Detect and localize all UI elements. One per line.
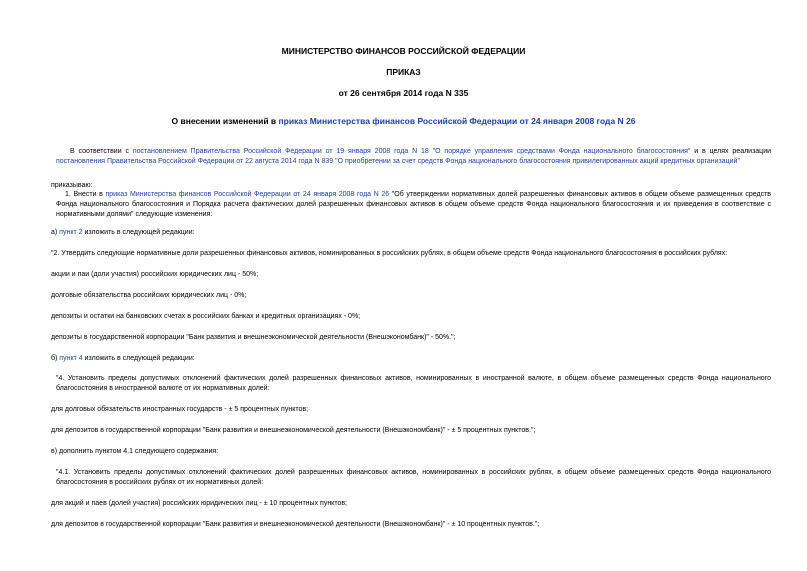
shares-deviation-line: для акций и паев (долей участия) российских юридических лиц - ± 10 процентных пунктов; [51,500,348,507]
subitem-b-link[interactable]: пункт 4 [59,355,83,362]
preamble-text-2: и в целях реализации [690,148,772,155]
item-1-rest: "Об утверждении нормативных долей разрешенных финансовых активов в общем объеме размещенных средств Фонда национального благосостояния и Порядка расчета фактических долей разрешенных финансовых активов в общем объеме средств Фонда национального благосостояния и их приведения в соответствие с нормативными долями" следующие изменения: [56,191,771,218]
document-date-number: от 26 сентября 2014 года N 335 [338,88,469,98]
bonds-line: долговые обязательства российских юридических лиц - 0%; [51,292,247,299]
veb-foreign-line: для депозитов в государственной корпорации "Банк развития и внешнеэкономической деятельности (Внешэкономбанк)" - ± 5 процентных пунктов."; [51,427,536,434]
preamble-paragraph [56,147,771,167]
subitem-b [51,354,771,364]
ministry-heading: МИНИСТЕРСТВО ФИНАНСОВ РОССИЙСКОЙ ФЕДЕРАЦИИ [281,46,526,56]
deposits-banks-line: депозиты и остатки на банковских счетах в российских банках и кредитных организациях - 0%; [51,313,361,320]
subitem-c: в) дополнить пунктом 4.1 следующего содержания: [51,448,219,455]
title-prefix: О внесении изменений в [171,116,279,126]
point-4-1-text [56,468,771,488]
foreign-debt-line: для долговых обязательств иностранных государств - ± 5 процентных пунктов; [51,406,309,413]
subitem-a-rest: изложить в следующей редакции: [82,229,195,236]
document-type: ПРИКАЗ [386,67,421,77]
subitem-b-prefix: б) [51,355,60,362]
preamble-link-1[interactable]: постановлением Правительства Российской Федерации от 19 января 2008 года N 18 "О порядке управления средствами Фонда национального благосостояния" [132,148,691,155]
order-word: приказываю: [51,182,93,189]
point-4-text [56,374,771,394]
deposits-veb-line: депозиты в государственной корпорации "Банк развития и внешнеэкономической деятельности (Внешэкономбанк)" - 50%."; [51,334,456,341]
document-title [0,116,807,127]
item-1-link[interactable]: приказ Министерства финансов Российской Федерации от 24 января 2008 года N 26 [105,191,390,198]
point-4-1-body: "4.1. Установить пределы допустимых отклонений фактических долей разрешенных финансовых активов, номинированных в российских рублях, в общем объеме размещенных средств Фонда национального благосостояния в российских рублях от их нормативных долей: [56,469,771,486]
veb-deviation-line: для депозитов в государственной корпорации "Банк развития и внешнеэкономической деятельности (Внешэкономбанк)" - ± 10 процентных пунктов."; [51,521,540,528]
title-link[interactable]: приказ Министерства финансов Российской Федерации от 24 января 2008 года N 26 [278,116,636,126]
preamble-link-2[interactable]: постановления Правительства Российской Федерации от 22 августа 2014 года N 839 "О приобретении за счет средств Фонда национального благосостояния привилегированных акций кредитных организаций" [56,158,740,165]
subitem-a-link[interactable]: пункт 2 [59,229,83,236]
shares-line: акции и паи (доли участия) российских юридических лиц - 50%; [51,271,259,278]
point-2-text: "2. Утвердить следующие нормативные доли разрешенных финансовых активов, номинированных в российских рублях, в общем объеме средств Фонда национального благосостояния в российских рублях: [51,250,728,257]
preamble-text-1: В соответствии с [70,148,133,155]
subitem-a [51,228,771,238]
item-1-paragraph [56,190,771,220]
subitem-a-prefix: а) [51,229,60,236]
point-4-body: "4. Установить пределы допустимых отклонений фактических долей разрешенных финансовых активов, номинированных в иностранной валюте, в общем объеме размещенных средств Фонда национального благосостояния в иностранной валюте от их нормативных долей: [56,375,771,392]
item-1-prefix: 1. Внести в [65,191,106,198]
subitem-b-rest: изложить в следующей редакции: [82,355,195,362]
